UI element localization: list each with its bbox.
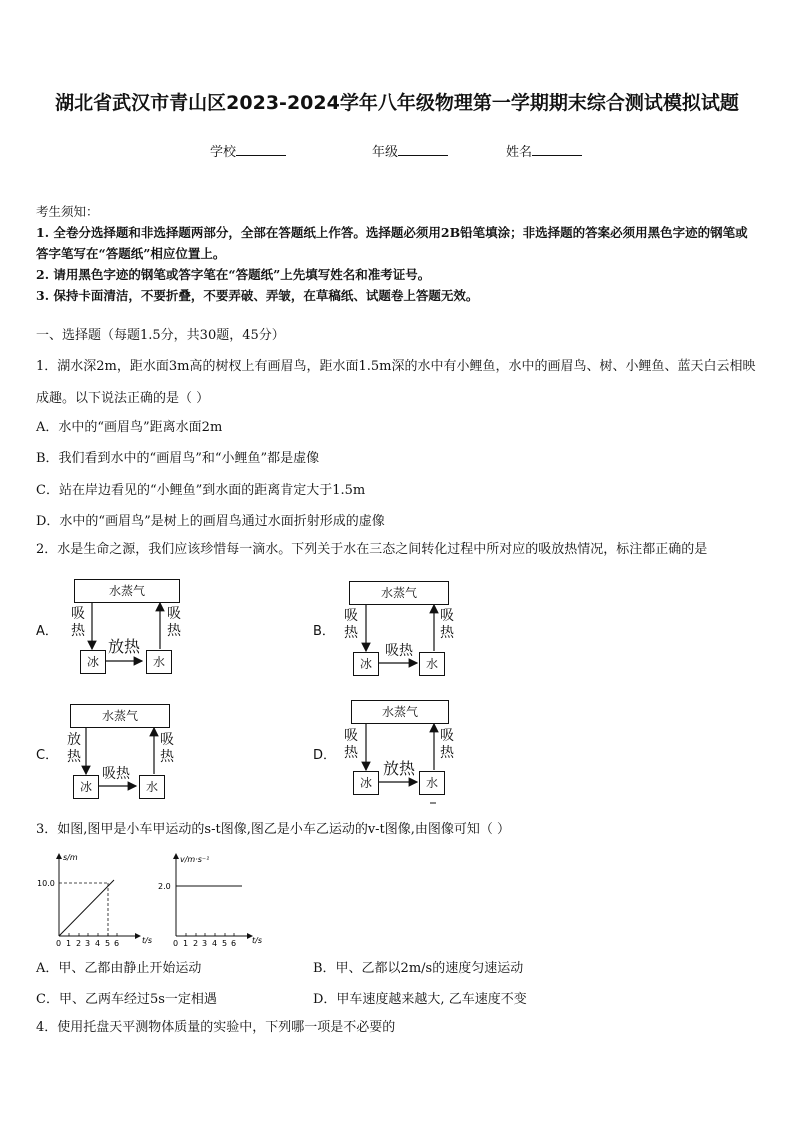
option-letter: C．: [36, 748, 59, 763]
xlabel: t/s: [142, 936, 152, 945]
svg-text:2: 2: [193, 939, 199, 948]
vapor-box: 水蒸气: [349, 581, 449, 605]
page-title: 湖北省武汉市青山区2023-2024学年八年级物理第一学期期末综合测试模拟试题: [55, 92, 739, 114]
question-3-stem: 3．如图,图甲是小车甲运动的s-t图像,图乙是小车乙运动的v-t图像,由图像可知（ ）: [36, 822, 511, 837]
svg-text:6: 6: [231, 939, 237, 948]
right-label: 吸 热: [440, 608, 454, 641]
svg-text:2: 2: [76, 939, 82, 948]
water-box: 水: [419, 771, 445, 795]
option-letter: B．: [313, 624, 335, 639]
ice-box: 冰: [353, 771, 379, 795]
v-t-graph: [156, 848, 266, 948]
svg-text:6: 6: [114, 939, 120, 948]
vapor-box: 水蒸气: [70, 704, 170, 728]
right-label: 吸 热: [160, 732, 174, 765]
svg-text:1: 1: [183, 939, 189, 948]
q3-option-b[interactable]: B．甲、乙都以2m/s的速度匀速运动: [313, 961, 524, 976]
bottom-label: 吸热: [102, 766, 130, 782]
water-box: 水: [419, 652, 445, 676]
svg-text:3: 3: [85, 939, 91, 948]
vapor-box: 水蒸气: [351, 700, 449, 724]
option-letter: A．: [36, 624, 58, 639]
notice-heading: 考生须知：: [36, 204, 99, 219]
option-letter: D．: [313, 748, 337, 763]
y-value: 10.0: [37, 879, 55, 888]
q2-option-b[interactable]: [313, 576, 473, 682]
svg-text:0: 0: [56, 939, 62, 948]
q3-option-c[interactable]: C．甲、乙两车经过5s一定相遇: [36, 992, 217, 1007]
ice-box: 冰: [73, 775, 99, 799]
q2-option-a[interactable]: [36, 576, 196, 682]
water-box: 水: [139, 775, 165, 799]
ice-box: 冰: [353, 652, 379, 676]
q1-option-b[interactable]: B．我们看到水中的“画眉鸟”和“小鲤鱼”都是虚像: [36, 451, 320, 466]
ice-box: 冰: [80, 650, 106, 674]
notice-item: 2. 请用黑色字迹的钢笔或答字笔在“答题纸”上先填写姓名和准考证号。: [36, 267, 431, 282]
bottom-label: 放热: [383, 759, 416, 778]
svg-text:5: 5: [105, 939, 111, 948]
svg-text:1: 1: [66, 939, 72, 948]
notice-item: 1. 全卷分选择题和非选择题两部分，全部在答题纸上作答。选择题必须用2B铅笔填涂；非选择题的答案必须用黑色字迹的钢笔或答字笔写在“答题纸”相应位置上。: [36, 225, 748, 261]
q1-option-c[interactable]: C．站在岸边看见的“小鲤鱼”到水面的距离肯定大于1.5m: [36, 483, 366, 498]
exam-notice: [36, 201, 760, 306]
right-label: 吸 热: [440, 728, 454, 761]
left-label: 吸 热: [71, 606, 85, 639]
ylabel: s/m: [63, 853, 78, 862]
svg-text:0: 0: [173, 939, 179, 948]
svg-text:5: 5: [222, 939, 228, 948]
svg-text:4: 4: [212, 939, 218, 948]
xlabel: t/s: [252, 936, 262, 945]
question-4-stem: 4．使用托盘天平测物体质量的实验中，下列哪一项是不必要的: [36, 1020, 396, 1035]
question-2-stem: 2．水是生命之源，我们应该珍惜每一滴水。下列关于水在三态之间转化过程中所对应的吸放热情况，标注都正确的是: [36, 542, 708, 557]
q2-option-c[interactable]: [36, 700, 196, 806]
svg-text:4: 4: [95, 939, 101, 948]
svg-text:3: 3: [202, 939, 208, 948]
q1-option-d[interactable]: D．水中的“画眉鸟”是树上的画眉鸟通过水面折射形成的虚像: [36, 514, 385, 529]
left-label: 吸 热: [344, 608, 358, 641]
section-heading: 一、选择题（每题1.5分，共30题，45分）: [36, 328, 285, 343]
name-field[interactable]: [506, 141, 582, 160]
ylabel: v/m·s⁻¹: [180, 855, 210, 864]
q3-option-d[interactable]: D．甲车速度越来越大, 乙车速度不变: [313, 992, 527, 1007]
right-label: 吸 热: [167, 606, 181, 639]
q1-option-a[interactable]: A．水中的“画眉鸟”距离水面2m: [36, 420, 223, 435]
left-label: 吸 热: [344, 728, 358, 761]
question-1-stem: 1．湖水深2m，距水面3m高的树杈上有画眉鸟，距水面1.5m深的水中有小鲤鱼，水中的画眉鸟、树、小鲤鱼、蓝天白云相映成趣。以下说法正确的是（ ）: [36, 359, 756, 406]
school-label: 学校: [210, 145, 237, 160]
y-value: 2.0: [158, 882, 171, 891]
bottom-label: 放热: [108, 637, 141, 656]
bottom-label: 吸热: [385, 643, 413, 659]
q2-option-d[interactable]: [313, 696, 473, 808]
water-box: 水: [146, 650, 172, 674]
grade-field[interactable]: [372, 141, 448, 160]
left-label: 放 热: [67, 732, 81, 765]
q3-option-a[interactable]: A．甲、乙都由静止开始运动: [36, 961, 202, 976]
grade-label: 年级: [372, 145, 399, 160]
notice-item: 3. 保持卡面清洁，不要折叠，不要弄破、弄皱，在草稿纸、试题卷上答题无效。: [36, 288, 479, 303]
s-t-graph: [36, 848, 156, 948]
name-label: 姓名: [506, 145, 533, 160]
school-field[interactable]: [210, 141, 286, 160]
vapor-box: 水蒸气: [74, 579, 180, 603]
